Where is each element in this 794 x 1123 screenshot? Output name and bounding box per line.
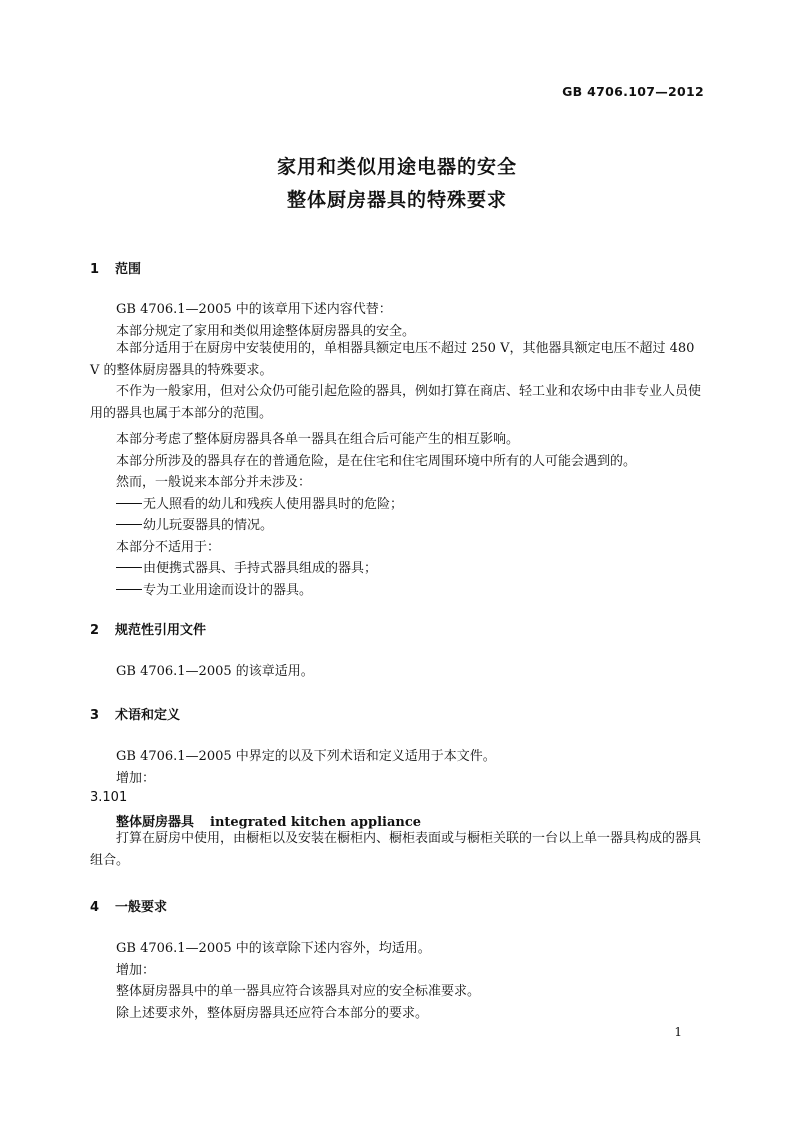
section-1-line: GB 4706.1—2005 中的该章用下述内容代替： bbox=[116, 302, 392, 317]
section-title: 范围 bbox=[115, 262, 142, 277]
section-1-line: 本部分规定了家用和类似用途整体厨房器具的安全。 bbox=[116, 324, 416, 339]
dash-mark bbox=[116, 503, 142, 504]
section-4-line: 增加： bbox=[116, 963, 156, 978]
section-title: 术语和定义 bbox=[115, 708, 181, 723]
dash-item-text: 幼儿玩耍器具的情况。 bbox=[143, 518, 274, 533]
section-1-paragraph-voltage: 本部分适用于在厨房中安装使用的，单相器具额定电压不超过 250 V，其他器具额定电压不超过 480 V 的整体厨房器具的特殊要求。 bbox=[90, 341, 695, 378]
section-title: 一般要求 bbox=[115, 900, 168, 915]
section-3-addition: 增加： bbox=[116, 771, 156, 786]
term-definition: 打算在厨房中使用，由橱柜以及安装在橱柜内、橱柜表面或与橱柜关联的一台以上单一器具构成的器具组合。 bbox=[90, 831, 702, 868]
term-number: 3.101 bbox=[90, 790, 128, 805]
section-2-text: GB 4706.1—2005 的该章适用。 bbox=[116, 664, 314, 679]
page-number: 1 bbox=[674, 1025, 682, 1039]
section-1-line: 本部分所涉及的器具存在的普通危险，是在住宅和住宅周围环境中所有的人可能会遇到的。 bbox=[116, 454, 637, 469]
dash-list-item bbox=[116, 557, 377, 576]
section-1-heading bbox=[90, 258, 141, 277]
section-3-text: GB 4706.1—2005 中界定的以及下列术语和定义适用于本文件。 bbox=[116, 749, 496, 764]
dash-mark bbox=[116, 567, 142, 568]
term-chinese: 整体厨房器具 bbox=[116, 815, 195, 830]
dash-list-item bbox=[116, 514, 273, 533]
section-1-line: 然而，一般说来本部分并未涉及： bbox=[116, 475, 312, 490]
section-1-paragraph-shops: 不作为一般家用，但对公众仍可能引起危险的器具，例如打算在商店、轻工业和农场中由非专业人员使用的器具也属于本部分的范围。 bbox=[90, 384, 702, 421]
document-title-line-1: 家用和类似用途电器的安全 bbox=[276, 156, 517, 178]
dash-list-item bbox=[116, 579, 312, 598]
dash-item-text: 专为工业用途而设计的器具。 bbox=[143, 583, 313, 598]
section-4-line: GB 4706.1—2005 中的该章除下述内容外，均适用。 bbox=[116, 941, 431, 956]
section-1-line: 本部分不适用于： bbox=[116, 540, 221, 555]
dash-mark bbox=[116, 589, 142, 590]
document-title-line-2: 整体厨房器具的特殊要求 bbox=[286, 189, 507, 211]
section-title: 规范性引用文件 bbox=[115, 623, 207, 638]
section-4-heading bbox=[90, 896, 167, 915]
dash-item-text: 无人照看的幼儿和残疾人使用器具时的危险； bbox=[143, 497, 404, 512]
section-4-line: 整体厨房器具中的单一器具应符合该器具对应的安全标准要求。 bbox=[116, 984, 481, 999]
section-4-line: 除上述要求外，整体厨房器具还应符合本部分的要求。 bbox=[116, 1006, 429, 1021]
standard-code: GB 4706.107—2012 bbox=[562, 84, 704, 99]
section-number: 4 bbox=[90, 900, 100, 915]
section-number: 1 bbox=[90, 262, 100, 277]
section-number: 3 bbox=[90, 708, 100, 723]
section-3-heading bbox=[90, 704, 180, 723]
section-1-line: 本部分考虑了整体厨房器具各单一器具在组合后可能产生的相互影响。 bbox=[116, 432, 520, 447]
dash-mark bbox=[116, 524, 142, 525]
dash-item-text: 由便携式器具、手持式器具组成的器具； bbox=[143, 561, 378, 576]
section-number: 2 bbox=[90, 623, 100, 638]
dash-list-item bbox=[116, 493, 403, 512]
section-2-heading bbox=[90, 619, 206, 638]
term-english: integrated kitchen appliance bbox=[210, 815, 422, 830]
